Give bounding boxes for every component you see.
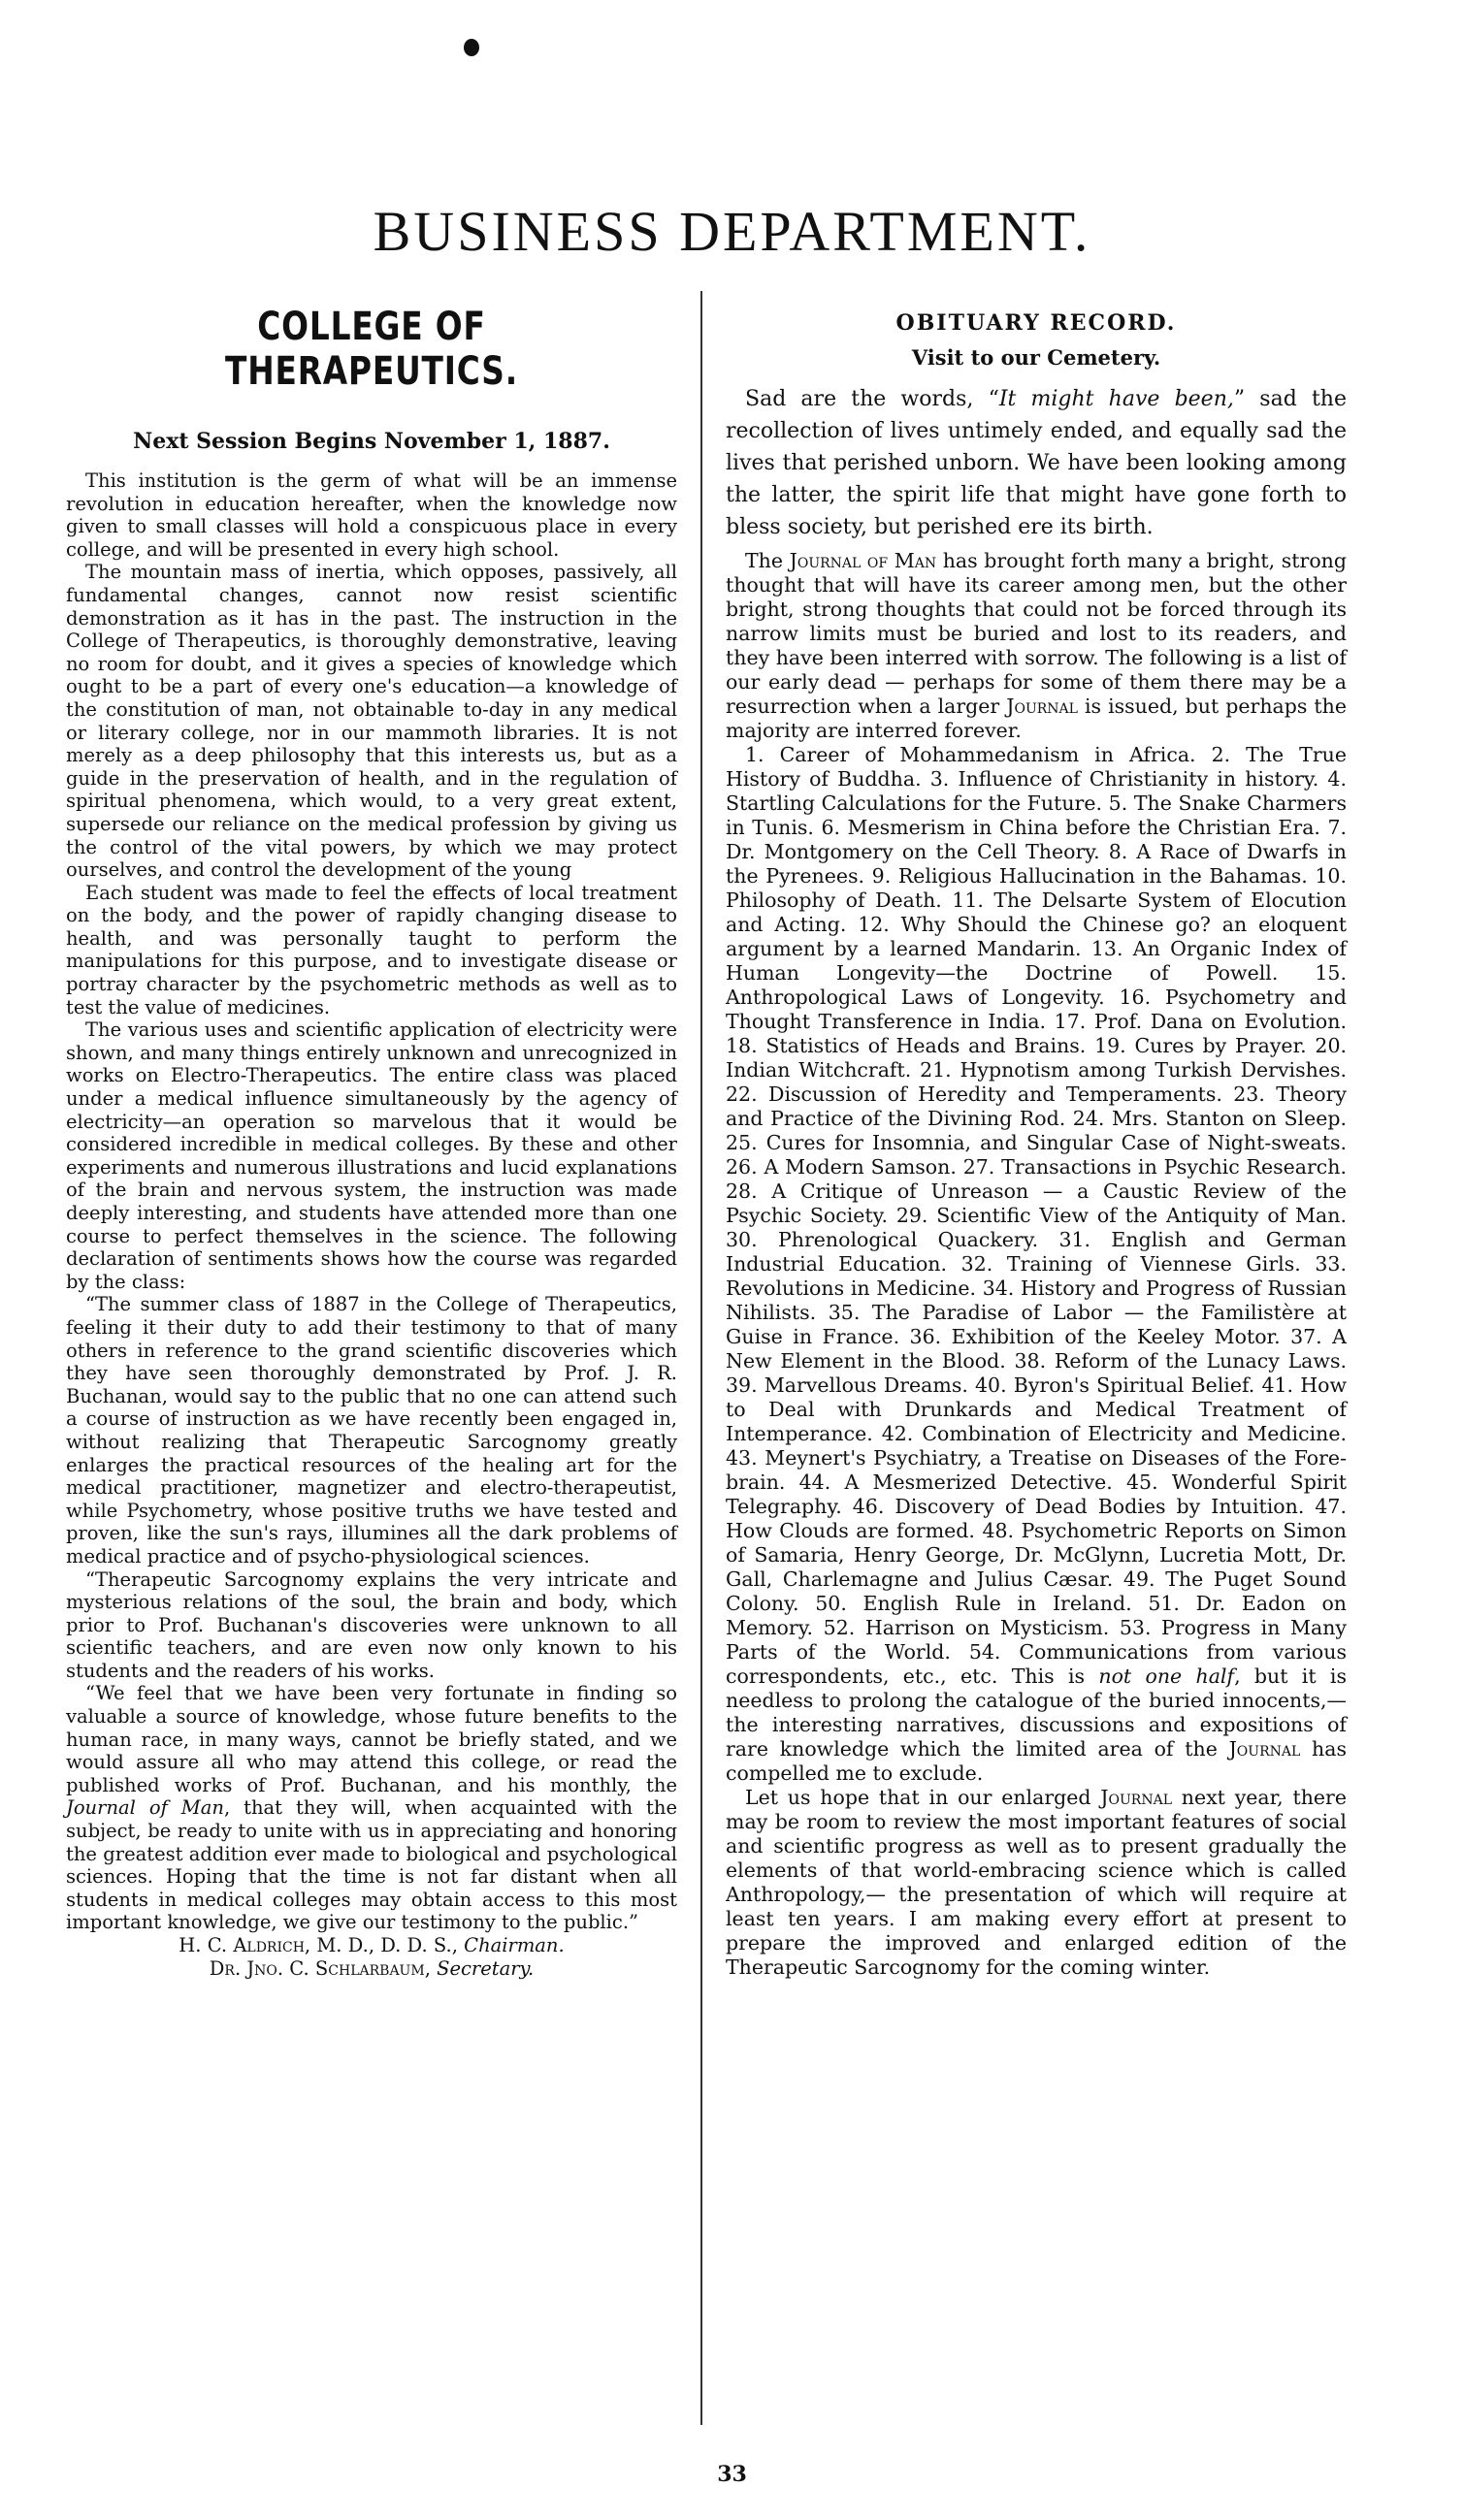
- text: has brought forth many a bright, strong thought that will have its career among men, but the other bright, strong thoughts that could not be forced through its narrow limits must be buried and lost to its readers, and they have been interred with sorrow. The following is a list of our early dead — perhaps for some of them there may be a resurrection when a larger: [726, 549, 1347, 718]
- text: is issued, but perhaps the majority are interred forever.: [726, 695, 1347, 742]
- obituary-title: OBITUARY RECORD.: [895, 310, 1177, 336]
- left-paragraph: “Therapeutic Sarcognomy explains the very intricate and mysterious relations of the soul, the brain and body, which prior to Prof. Buchanan's discoveries were unknown to all scientific teachers, and are even now only known to his students and the readers of his works.: [66, 1567, 677, 1682]
- left-paragraph: Each student was made to feel the effects of local treatment on the body, and the power of rapidly changing disease to health, and was personally taught to perform the manipulations for this purpose, and to investigate disease or portray character by the psychometric methods as well as to test the value of medicines.: [66, 881, 677, 1018]
- left-paragraph: The mountain mass of inertia, which opposes, passively, all fundamental changes, cannot now resist scientific demonstration as it has in the past. The instruction in the College of Therapeutics, is thoroughly demonstrative, leaving no room for doubt, and it gives a species of knowledge which ought to be a part of every one's education—a knowledge of the constitution of man, not obtainable to-day in any medical or literary college, nor in our mammoth libraries. It is not merely as a deep philosophy that this interests us, but as a guide in the preservation of health, and in the regulation of spiritual phenomena, which would, to a very great extent, supersede our reliance on the medical profession by giving us the control of the vital powers, by which we may protect ourselves, and control the development of the young: [66, 561, 677, 882]
- left-paragraph-final: [66, 1682, 677, 1934]
- journal-name: Journal: [1006, 695, 1078, 718]
- journal-name: Journal: [1228, 1737, 1301, 1761]
- text: The: [745, 549, 790, 572]
- column-divider: [700, 291, 702, 2425]
- left-paragraph: This institution is the germ of what will be an immense revolution in education hereafter, when the knowledge now given to small classes will hold a conspicuous place in every college, and will be presented in every high school.: [66, 469, 677, 561]
- signer-role: Secretary.: [437, 1956, 535, 1980]
- signer-role: Chairman.: [464, 1934, 565, 1956]
- right-paragraph: [726, 549, 1347, 743]
- right-paragraph: [726, 383, 1347, 543]
- text: next year, there may be room to review the most important features of social and scientific progress as well as to present gradually the elements of that world-embracing science which is called Anthropology,— the presentation of which will require at least ten years. I am making every effort at present to prepare the improved and enlarged edition of the Therapeutic Sarcognomy for the coming winter.: [726, 1786, 1347, 1979]
- journal-name: Journal of Man: [789, 549, 937, 572]
- left-column: [66, 291, 677, 1980]
- text: Sad are the words, “: [745, 387, 999, 411]
- left-paragraph: The various uses and scientific application of electricity were shown, and many things entirely unknown and unrecognized in works on Electro-Therapeutics. The entire class was placed under a medical influence simultaneously by the agency of electricity—an operation so marvelous that it would be considered incredible in medical colleges. By these and other experiments and numerous illustrations and lucid explanations of the brain and nervous system, the instruction was made deeply interesting, and students have attended more than one course to perfect themselves in the science. The following declaration of sentiments shows how the course was regarded by the class:: [66, 1018, 677, 1293]
- text: 1. Career of Mohammedanism in Africa. 2. The True History of Buddha. 3. Influence of Christianity in history. 4. Startling Calculations for the Future. 5. The Snake Charmers in Tunis. 6. Mesmerism in China before the Christian Era. 7. Dr. Montgomery on the Cell Theory. 8. A Race of Dwarfs in the Pyrenees. 9. Religious Hallucination in the Bahamas. 10. Philosophy of Death. 11. The Delsarte System of Elocution and Acting. 12. Why Should the Chinese go? an eloquent argument by a learned Mandarin. 13. An Organic Index of Human Longevity—the Doctrine of Powell. 15. Anthropological Laws of Longevity. 16. Psychometry and Thought Transference in India. 17. Prof. Dana on Evolution. 18. Statistics of Heads and Brains. 19. Cures by Prayer. 20. Indian Witchcraft. 21. Hypnotism among Turkish Dervishes. 22. Discussion of Heredity and Temperaments. 23. Theory and Practice of the Divining Rod. 24. Mrs. Stanton on Sleep. 25. Cures for Insomnia, and Singular Case of Night-sweats. 26. A Modern Samson. 27. Transactions in Psychic Research. 28. A Critique of Unreason — a Caustic Review of the Psychic Society. 29. Scientific View of the Antiquity of Man. 30. Phrenological Quackery. 31. English and German Industrial Education. 32. Training of Viennese Girls. 33. Revolutions in Medicine. 34. History and Progress of Russian Nihilists. 35. The Paradise of Labor — the Familistère at Guise in France. 36. Exhibition of the Keeley Motor. 37. A New Element in the Blood. 38. Reform of the Lunacy Laws. 39. Marvellous Dreams. 40. Byron's Spiritual Belief. 41. How to Deal with Drunkards and Medical Treatment of Intemperance. 42. Combination of Electricity and Medicine. 43. Meynert's Psychiatry, a Treatise on Diseases of the Fore-brain. 44. A Mesmerized Detective. 45. Wonderful Spirit Telegraphy. 46. Discovery of Dead Bodies by Intuition. 47. How Clouds are formed. 48. Psychometric Reports on Simon of Samaria, Henry George, Dr. McGlynn, Lucretia Mott, Dr. Gall, Charlemagne and Julius Cæsar. 49. The Puget Sound Colony. 50. English Rule in Ireland. 51. Dr. Eadon on Memory. 52. Harrison on Mysticism. 53. Progress in Many Parts of the World. 54. Communications from various correspondents, etc., etc. This is: [726, 743, 1347, 1688]
- right-paragraph: [726, 1786, 1347, 1980]
- signer-name: H. C. Aldrich, M. D., D. D. S.,: [179, 1934, 465, 1956]
- ink-dot: [464, 39, 479, 56]
- text: , but it is needless to prolong the catalogue of the buried innocents,— the interesting narratives, discussions and expositions of rare knowledge which the limited area of the: [726, 1664, 1348, 1761]
- right-column: [726, 291, 1347, 1980]
- journal-title: Journal of Man: [66, 1796, 224, 1820]
- text: has compelled me to exclude.: [726, 1737, 1347, 1785]
- text: Let us hope that in our enlarged: [745, 1786, 1101, 1809]
- page-title: BUSINESS DEPARTMENT.: [373, 200, 1091, 263]
- signature-secretary: [66, 1957, 677, 1981]
- page-number: 33: [717, 2462, 747, 2487]
- right-paragraph-list: [726, 743, 1347, 1786]
- emphasis: not one half: [1098, 1664, 1235, 1688]
- session-notice: Next Session Begins November 1, 1887.: [133, 429, 610, 454]
- signer-name: Dr. Jno. C. Schlarbaum,: [209, 1956, 438, 1980]
- final-text-a: “We feel that we have been very fortunate in finding so valuable a source of knowledge, whose future benefits to the human race, in many ways, cannot be briefly stated, and we would assure all who may attend this college, or read the published works of Prof. Buchanan, and his monthly, the: [66, 1682, 677, 1796]
- obituary-subtitle: Visit to our Cemetery.: [911, 345, 1161, 370]
- text: ” sad the recollection of lives untimely ended, and equally sad the lives that perished unborn. We have been looking among the latter, the spirit life that might have gone forth to bless society, but perished ere its birth.: [726, 387, 1347, 539]
- quote: It might have been,: [998, 387, 1234, 411]
- final-text-b: , that they will, when acquainted with the subject, be ready to unite with us in appreciating and honoring the greatest addition ever made to biological and psychological sciences. Hoping that the time is not far distant when all students in medical colleges may obtain access to this most important knowledge, we give our testimony to the public.”: [66, 1796, 677, 1934]
- signature-chairman: [66, 1934, 677, 1957]
- journal-name: Journal: [1100, 1786, 1172, 1809]
- college-title: COLLEGE OF THERAPEUTICS.: [225, 305, 518, 394]
- left-paragraph: “The summer class of 1887 in the College of Therapeutics, feeling it their duty to add their testimony to that of many others in reference to the grand scientific discoveries which they have seen thoroughly demonstrated by Prof. J. R. Buchanan, would say to the public that no one can attend such a course of instruction as we have recently been engaged in, without realizing that Therapeutic Sarcognomy greatly enlarges the practical resources of the healing art for the medical practitioner, magnetizer and electro-therapeutist, while Psychometry, whose positive truths we have tested and proven, like the sun's rays, illumines all the dark problems of medical practice and of psycho-physiological sciences.: [66, 1293, 677, 1567]
